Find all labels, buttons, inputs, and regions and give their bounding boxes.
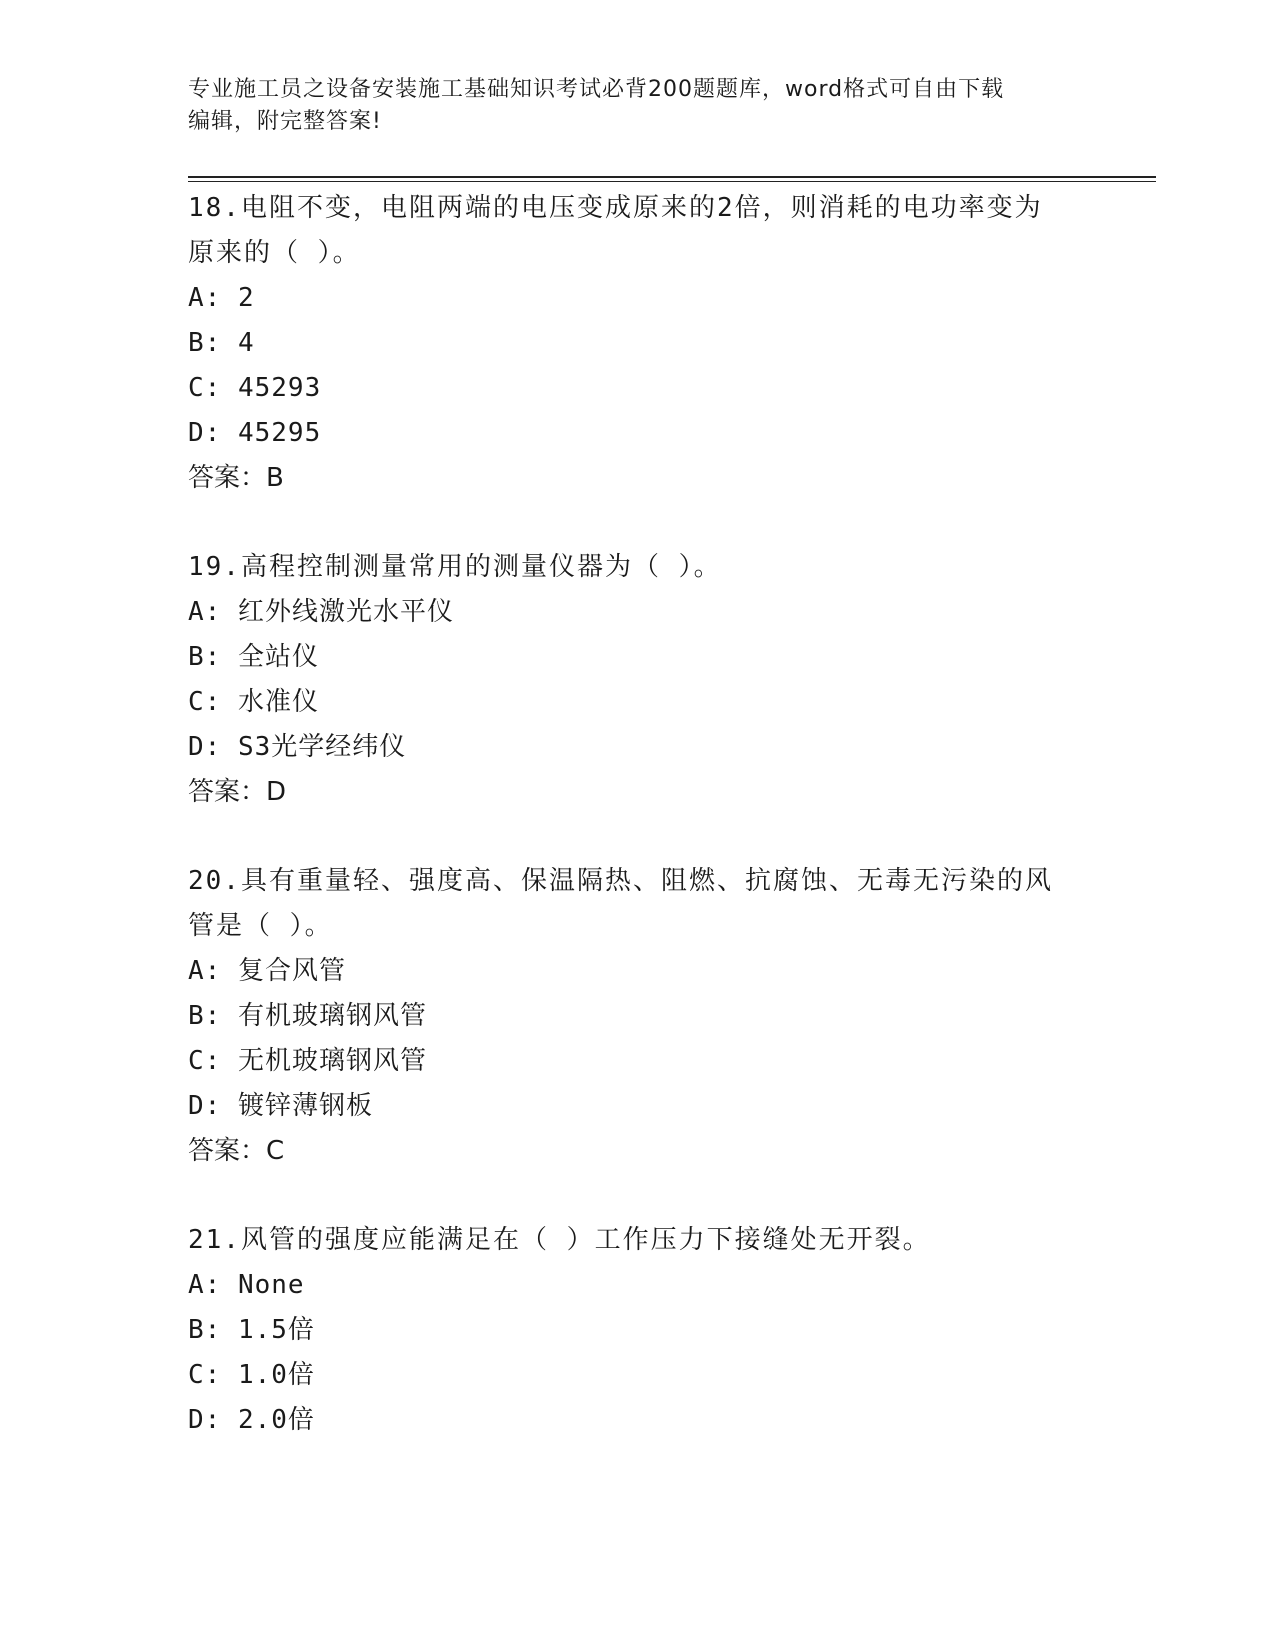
option-b: B: 4 — [188, 328, 255, 358]
question-text — [188, 545, 1088, 590]
question-text — [188, 859, 1088, 904]
option-d: D: 2.0倍 — [188, 1405, 315, 1435]
question-20 — [188, 859, 1088, 1174]
question-text — [188, 1218, 1088, 1263]
page-header — [188, 74, 1088, 138]
header-line-2: 编辑，附完整答案! — [188, 109, 382, 134]
option-a: A: None — [188, 1270, 305, 1300]
question-text-line-2: 原来的（ ）。 — [188, 238, 361, 268]
question-21 — [188, 1218, 1088, 1443]
question-text-line-1: 高程控制测量常用的测量仪器为（ ）。 — [240, 552, 722, 582]
question-number: 20. — [188, 866, 241, 896]
question-text-line-2: 管是（ ）。 — [188, 911, 333, 941]
question-text-line-1: 具有重量轻、强度高、保温隔热、阻燃、抗腐蚀、无毒无污染的风 — [240, 866, 1053, 896]
header-line-1: 专业施工员之设备安装施工基础知识考试必背200题题库，word格式可自由下载 — [188, 77, 1005, 102]
option-c: C: 45293 — [188, 373, 322, 403]
header-divider-thin — [188, 181, 1156, 182]
answer: 答案：B — [188, 463, 284, 493]
option-b: B: 有机玻璃钢风管 — [188, 1001, 427, 1031]
header-divider-thick — [188, 176, 1156, 178]
option-c: C: 1.0倍 — [188, 1360, 315, 1390]
option-a: A: 红外线激光水平仪 — [188, 597, 454, 627]
option-a: A: 复合风管 — [188, 956, 346, 986]
question-number: 19. — [188, 552, 241, 582]
question-19 — [188, 545, 1088, 815]
question-list — [188, 186, 1088, 1443]
option-b: B: 1.5倍 — [188, 1315, 315, 1345]
question-number: 21. — [188, 1225, 241, 1255]
question-text — [188, 186, 1088, 231]
question-18 — [188, 186, 1088, 501]
question-text-line-1: 风管的强度应能满足在（ ）工作压力下接缝处无开裂。 — [240, 1225, 931, 1255]
option-d: D: S3光学经纬仪 — [188, 732, 407, 762]
option-c: C: 无机玻璃钢风管 — [188, 1046, 427, 1076]
answer: 答案：D — [188, 777, 287, 807]
option-d: D: 镀锌薄钢板 — [188, 1091, 373, 1121]
option-a: A: 2 — [188, 283, 255, 313]
option-d: D: 45295 — [188, 418, 322, 448]
option-b: B: 全站仪 — [188, 642, 319, 672]
option-c: C: 水准仪 — [188, 687, 319, 717]
answer: 答案：C — [188, 1136, 285, 1166]
question-number: 18. — [188, 193, 241, 223]
question-text-line-1: 电阻不变，电阻两端的电压变成原来的2倍，则消耗的电功率变为 — [240, 193, 1043, 223]
